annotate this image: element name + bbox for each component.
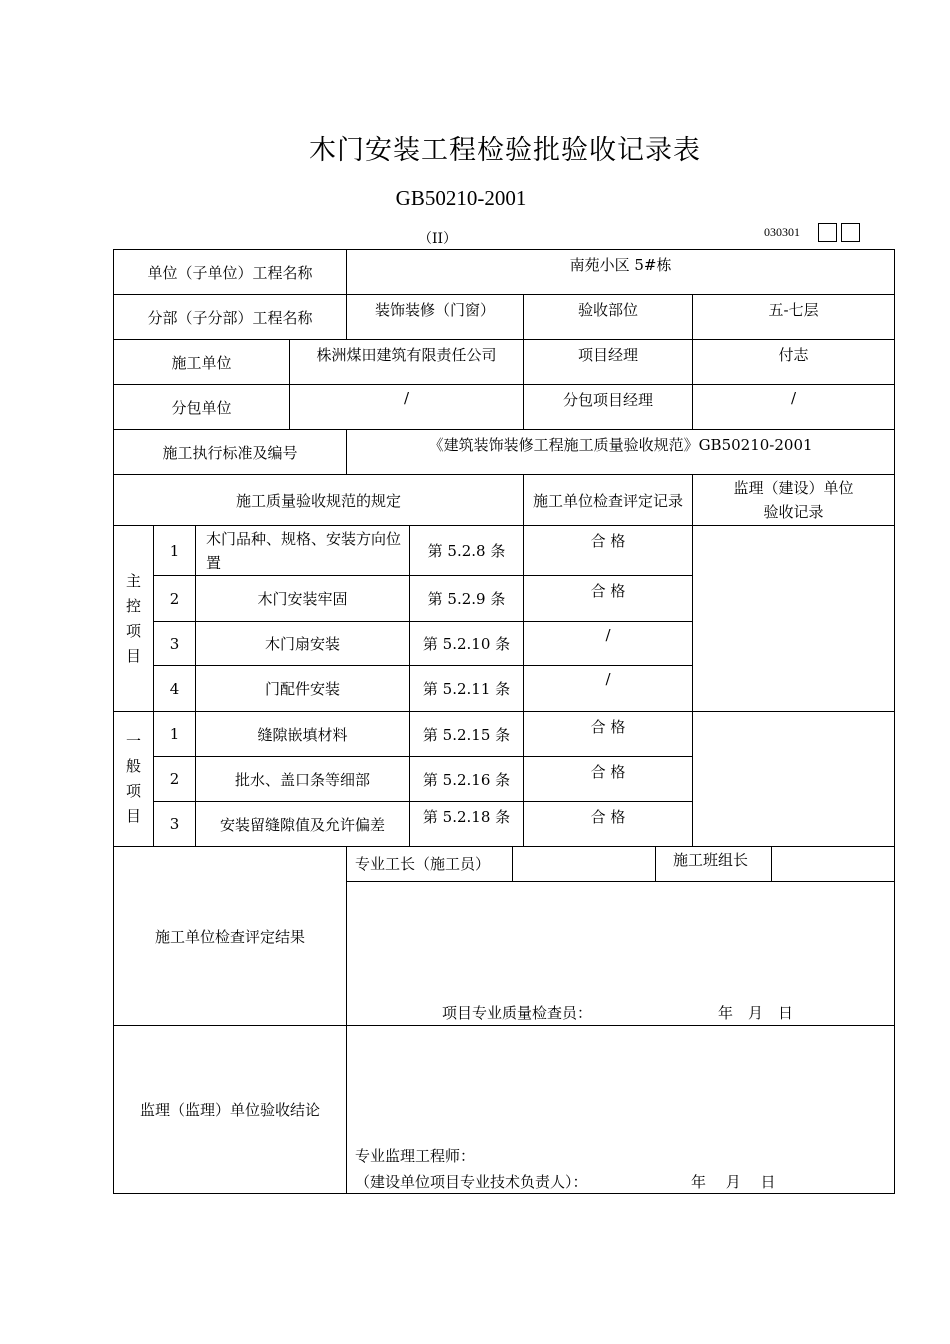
item-number: 1 bbox=[154, 526, 196, 576]
divider bbox=[512, 847, 513, 881]
row-supervisor-result bbox=[114, 1026, 895, 1194]
item-result: 合 格 bbox=[524, 576, 693, 622]
team-leader-label: 施工班组长 bbox=[673, 851, 749, 869]
project-name-label: 单位（子单位）工程名称 bbox=[114, 250, 347, 295]
general-supervisor-record[interactable] bbox=[693, 712, 895, 847]
item-clause: 第 5.2.9 条 bbox=[410, 576, 524, 622]
main-items-label-char: 项 bbox=[125, 621, 141, 640]
row-contractor-result bbox=[114, 847, 895, 1026]
general-items-label-char: 一 bbox=[125, 732, 141, 750]
item-result: 合 格 bbox=[524, 757, 693, 802]
item-clause: 第 5.2.10 条 bbox=[410, 622, 524, 666]
project-name-value: 南苑小区 5#栋 bbox=[347, 250, 895, 295]
general-items-label-char: 目 bbox=[125, 807, 141, 825]
contractor-value: 株洲煤田建筑有限责任公司 bbox=[290, 340, 524, 385]
item-number: 3 bbox=[154, 622, 196, 666]
form-title: 木门安装工程检验批验收记录表 bbox=[309, 135, 701, 166]
supervisor-record-header-line1: 监理（建设）单位 bbox=[733, 479, 854, 497]
item-result: 合 格 bbox=[524, 802, 693, 847]
inspector-signature-label: 项目专业质量检查员： bbox=[442, 1004, 593, 1022]
item-description: 木门品种、规格、安装方向位置 bbox=[196, 526, 410, 576]
general-items-label-char: 项 bbox=[125, 782, 141, 800]
standard-value: 《建筑装饰装修工程施工质量验收规范》GB50210-2001 bbox=[347, 430, 895, 475]
row-subproject bbox=[114, 295, 895, 340]
item-result: 合 格 bbox=[524, 712, 693, 757]
supervising-engineer-label: 专业监理工程师： bbox=[355, 1147, 476, 1165]
item-result: / bbox=[524, 666, 693, 712]
item-number: 2 bbox=[154, 576, 196, 622]
main-items-label bbox=[114, 526, 154, 712]
row-subcontractor bbox=[114, 385, 895, 430]
contractor-result-area bbox=[347, 847, 895, 1026]
form-code: 030301 bbox=[764, 225, 800, 239]
item-clause: 第 5.2.16 条 bbox=[410, 757, 524, 802]
item-result: 合 格 bbox=[524, 526, 693, 576]
contractor-result-label: 施工单位检查评定结果 bbox=[114, 847, 347, 1026]
supervisor-record-header bbox=[693, 475, 895, 526]
item-description: 批水、盖口条等细部 bbox=[196, 757, 410, 802]
main-items-label-char: 主 bbox=[125, 571, 141, 590]
item-clause: 第 5.2.11 条 bbox=[410, 666, 524, 712]
subcontractor-value: / bbox=[290, 385, 524, 430]
contractor-label: 施工单位 bbox=[114, 340, 290, 385]
supervisor-result-label: 监理（监理）单位验收结论 bbox=[114, 1026, 347, 1194]
pm-label: 项目经理 bbox=[524, 340, 693, 385]
pm-value: 付志 bbox=[693, 340, 895, 385]
item-number: 2 bbox=[154, 757, 196, 802]
item-clause: 第 5.2.15 条 bbox=[410, 712, 524, 757]
inspection-record-table bbox=[113, 249, 895, 1194]
foreman-label: 专业工长（施工员） bbox=[355, 855, 491, 873]
subproject-label: 分部（子分部）工程名称 bbox=[114, 295, 347, 340]
item-description: 安装留缝隙值及允许偏差 bbox=[196, 802, 410, 847]
code-box-2[interactable] bbox=[841, 223, 860, 242]
table-row bbox=[114, 526, 895, 576]
spec-column-header: 施工质量验收规范的规定 bbox=[114, 475, 524, 526]
inspection-part-value: 五-七层 bbox=[693, 295, 895, 340]
general-items-label-char: 般 bbox=[125, 757, 141, 775]
item-number: 1 bbox=[154, 712, 196, 757]
contractor-record-header: 施工单位检查评定记录 bbox=[524, 475, 693, 526]
code-box-1[interactable] bbox=[818, 223, 837, 242]
form-subtitle: （II） bbox=[418, 231, 458, 247]
main-items-label-char: 目 bbox=[125, 646, 141, 665]
item-description: 木门扇安装 bbox=[196, 622, 410, 666]
item-number: 4 bbox=[154, 666, 196, 712]
item-description: 缝隙嵌填材料 bbox=[196, 712, 410, 757]
main-items-label-char: 控 bbox=[125, 596, 141, 615]
subcontractor-label: 分包单位 bbox=[114, 385, 290, 430]
divider bbox=[771, 847, 772, 881]
table-row bbox=[114, 712, 895, 757]
row-column-headers bbox=[114, 475, 895, 526]
sub-pm-label: 分包项目经理 bbox=[524, 385, 693, 430]
owner-representative-label: （建设单位项目专业技术负责人）： bbox=[355, 1173, 588, 1191]
subproject-value: 装饰装修（门窗） bbox=[347, 295, 524, 340]
foreman-row bbox=[347, 847, 894, 882]
item-result: / bbox=[524, 622, 693, 666]
item-clause: 第 5.2.8 条 bbox=[410, 526, 524, 576]
inspection-part-label: 验收部位 bbox=[524, 295, 693, 340]
divider bbox=[655, 847, 656, 881]
item-description: 门配件安装 bbox=[196, 666, 410, 712]
row-project-name bbox=[114, 250, 895, 295]
supervisor-result-area bbox=[347, 1026, 895, 1194]
supervisor-record-header-line2: 验收记录 bbox=[763, 503, 824, 521]
item-description: 木门安装牢固 bbox=[196, 576, 410, 622]
standard-number: GB50210-2001 bbox=[395, 186, 527, 210]
row-standard bbox=[114, 430, 895, 475]
general-items-label bbox=[114, 712, 154, 847]
item-clause: 第 5.2.18 条 bbox=[410, 802, 524, 847]
sub-pm-value: / bbox=[693, 385, 895, 430]
item-number: 3 bbox=[154, 802, 196, 847]
standard-label: 施工执行标准及编号 bbox=[114, 430, 347, 475]
main-supervisor-record[interactable] bbox=[693, 526, 895, 712]
contractor-date: 年 月 日 bbox=[718, 1004, 794, 1022]
supervisor-date: 年 月 日 bbox=[691, 1173, 776, 1191]
row-contractor bbox=[114, 340, 895, 385]
